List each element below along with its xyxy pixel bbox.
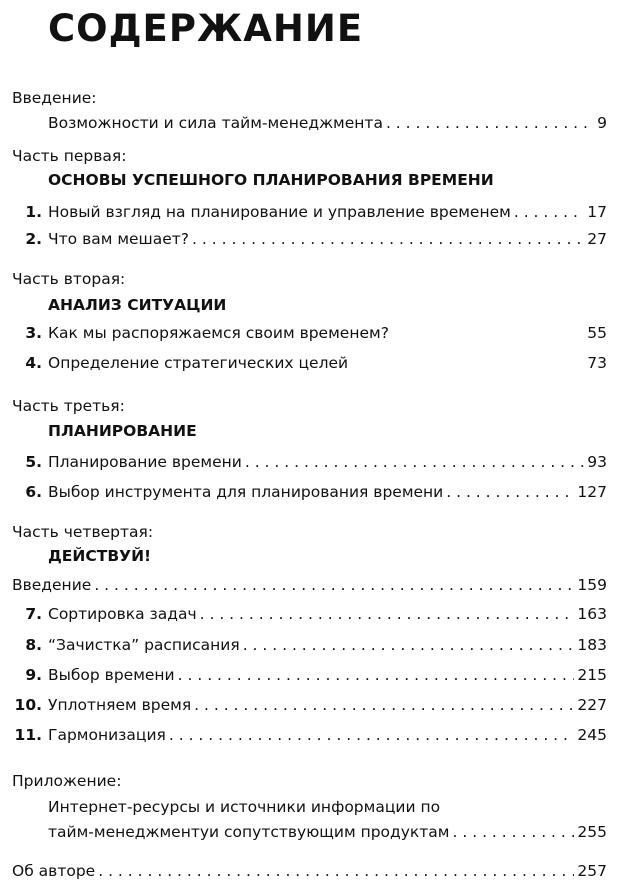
section-label-intro: Введение: <box>12 89 97 107</box>
chapter-number: 8. <box>25 636 42 654</box>
entry-page: 163 <box>577 605 607 623</box>
toc-entry-chapter-2[interactable] <box>0 226 621 252</box>
entry-page: 255 <box>577 823 607 841</box>
entry-title: Что вам мешает? <box>48 230 190 248</box>
entry-title: Введение <box>12 576 92 594</box>
entry-title: Выбор времени <box>48 666 175 684</box>
toc-entry-part4-intro[interactable] <box>0 572 621 598</box>
chapter-number: 10. <box>14 696 42 714</box>
chapter-number: 9. <box>25 666 42 684</box>
dot-leader <box>200 601 575 627</box>
entry-title: Уплотняем время <box>48 696 192 714</box>
dot-leader <box>169 722 575 748</box>
toc-entry-chapter-6[interactable] <box>0 479 621 505</box>
entry-title: Возможности и сила тайм-менеджмента <box>48 114 383 132</box>
part-heading-1: ОСНОВЫ УСПЕШНОГО ПЛАНИРОВАНИЯ ВРЕМЕНИ <box>48 171 494 189</box>
toc-entry-chapter-7[interactable] <box>0 601 621 627</box>
toc-entry-chapter-3[interactable] <box>0 320 621 346</box>
dot-leader <box>194 692 574 718</box>
toc-entry-chapter-10[interactable] <box>0 692 621 718</box>
entry-page: 55 <box>587 324 607 342</box>
dot-leader <box>446 479 574 505</box>
toc-entry-chapter-1[interactable] <box>0 199 621 225</box>
entry-page: 159 <box>577 576 607 594</box>
entry-title: тайм-менеджментуи сопутствующим продуктам <box>48 823 450 841</box>
toc-entry-intro[interactable] <box>0 110 621 136</box>
dot-leader <box>243 632 575 658</box>
entry-title: Гармонизация <box>48 726 166 744</box>
entry-page: 257 <box>577 862 607 880</box>
entry-title: Планирование времени <box>48 453 242 471</box>
entry-title: Выбор инструмента для планирования времени <box>48 483 444 501</box>
entry-title: Сортировка задач <box>48 605 197 623</box>
entry-page: 17 <box>587 203 607 221</box>
entry-page: 245 <box>577 726 607 744</box>
dot-leader <box>245 449 584 475</box>
toc-entry-chapter-4[interactable] <box>0 350 621 376</box>
dot-leader <box>514 199 584 225</box>
chapter-number: 6. <box>25 483 42 501</box>
entry-page: 183 <box>577 636 607 654</box>
dot-leader <box>192 226 584 252</box>
chapter-number: 1. <box>25 203 42 221</box>
part-heading-3: ПЛАНИРОВАНИЕ <box>48 422 197 440</box>
dot-leader <box>386 110 588 136</box>
entry-title: Как мы распоряжаемся своим временем? <box>48 324 389 342</box>
entry-page: 127 <box>577 483 607 501</box>
section-label-appendix: Приложение: <box>12 772 122 790</box>
part-label-1: Часть первая: <box>12 147 127 165</box>
part-label-2: Часть вторая: <box>12 270 126 288</box>
toc-entry-chapter-9[interactable] <box>0 662 621 688</box>
entry-page: 73 <box>587 354 607 372</box>
appendix-title-line-1: Интернет-ресурсы и источники информации по <box>48 798 441 816</box>
chapter-number: 11. <box>14 726 42 744</box>
toc-entry-about[interactable] <box>0 858 621 884</box>
chapter-number: 3. <box>25 324 42 342</box>
toc-entry-chapter-8[interactable] <box>0 632 621 658</box>
chapter-number: 7. <box>25 605 42 623</box>
toc-entry-chapter-11[interactable] <box>0 722 621 748</box>
entry-page: 93 <box>587 453 607 471</box>
entry-page: 9 <box>597 114 607 132</box>
entry-title: Определение стратегических целей <box>48 354 349 372</box>
part-label-4: Часть четвертая: <box>12 523 154 541</box>
entry-page: 215 <box>577 666 607 684</box>
toc-entry-chapter-5[interactable] <box>0 449 621 475</box>
dot-leader <box>94 572 574 598</box>
chapter-number: 5. <box>25 453 42 471</box>
part-heading-4: ДЕЙСТВУЙ! <box>48 547 152 565</box>
dot-leader <box>178 662 575 688</box>
part-label-3: Часть третья: <box>12 397 125 415</box>
part-heading-2: АНАЛИЗ СИТУАЦИИ <box>48 296 227 314</box>
page-title: СОДЕРЖАНИЕ <box>48 7 364 50</box>
dot-leader <box>453 819 575 845</box>
dot-leader <box>98 858 574 884</box>
toc-entry-appendix[interactable] <box>0 819 621 845</box>
chapter-number: 4. <box>25 354 42 372</box>
entry-title: Новый взгляд на планирование и управление временем <box>48 203 511 221</box>
entry-page: 227 <box>577 696 607 714</box>
entry-title: “Зачистка” расписания <box>48 636 240 654</box>
entry-page: 27 <box>587 230 607 248</box>
entry-title: Об авторе <box>12 862 96 880</box>
chapter-number: 2. <box>25 230 42 248</box>
